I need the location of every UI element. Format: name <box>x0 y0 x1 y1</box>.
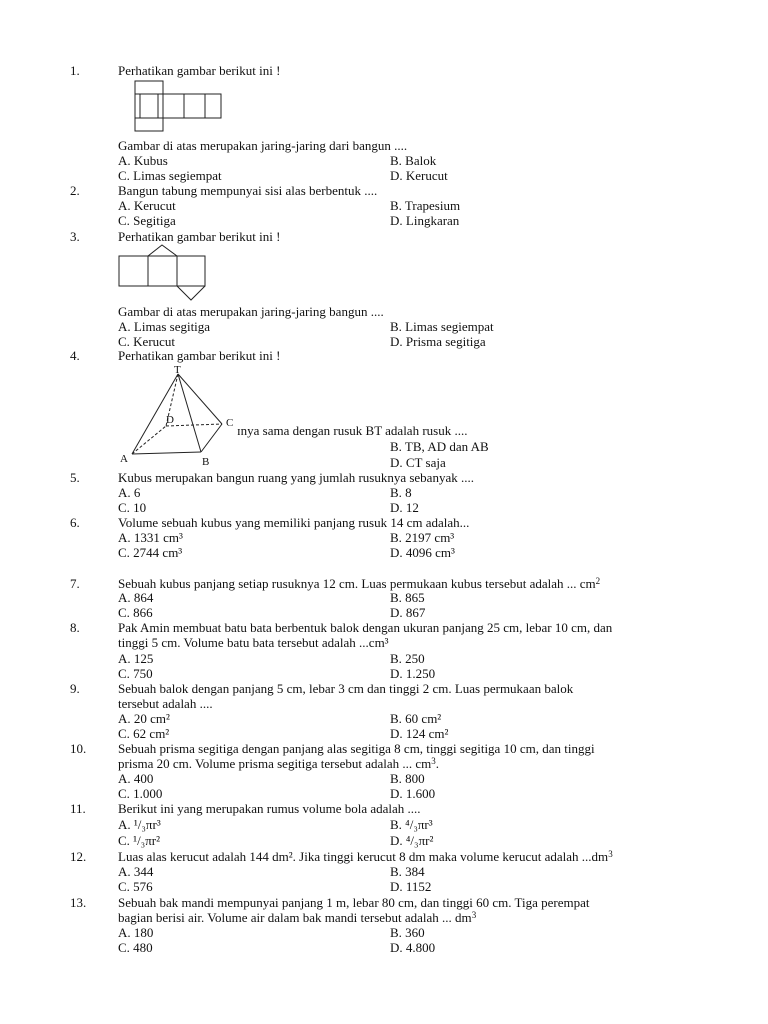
option-a[interactable]: A. 1331 cm³ <box>118 530 183 545</box>
option-d[interactable]: D. 1.250 <box>390 666 436 681</box>
question-stem: Sebuah kubus panjang setiap rusuknya 12 cm. Luas permukaan kubus tersebut adalah ... $cm^2$ <box>118 576 601 591</box>
question-stem: Volume sebuah kubus yang memiliki panjang rusuk 14 cm adalah... <box>118 515 470 530</box>
question-stem: Luas alas kerucut adalah 144 dm². Jika tinggi kerucut 8 dm maka volume kerucut adalah $...dm^3$ <box>118 849 613 864</box>
question-stem: Sebuah prisma segitiga dengan panjang alas segitiga 8 cm, tinggi segitiga 10 cm, dan tinggi <box>118 741 595 756</box>
question-stem: bagian berisi air. Volume air dalam bak mandi tersebut adalah ... $dm^3$ <box>118 910 477 925</box>
option-d[interactable]: D. 867 <box>390 605 426 620</box>
option-b[interactable]: B. 8 <box>390 485 412 500</box>
option-a[interactable]: A. Limas segitiga <box>118 319 211 334</box>
option-d[interactable]: D. Prisma segitiga <box>390 334 486 349</box>
option-d[interactable]: D. 1.600 <box>390 786 436 801</box>
option-a[interactable]: A. 20 cm² <box>118 711 170 726</box>
question-number: 9. <box>70 681 80 696</box>
vertex-label: A <box>120 453 128 465</box>
question-number: 5. <box>70 470 80 485</box>
vertex-label: B <box>202 456 210 468</box>
question-number: 8. <box>70 620 80 635</box>
option-c[interactable]: C. 62 cm² <box>118 726 170 741</box>
option-b[interactable]: B. ⁴/₃πr³ <box>390 817 433 832</box>
option-a[interactable]: A. 125 <box>118 651 154 666</box>
question-number: 1. <box>70 63 80 78</box>
option-b[interactable]: B. 2197 cm³ <box>390 530 455 545</box>
question-stem: Perhatikan gambar berikut ini ! <box>118 63 281 78</box>
option-a[interactable]: A. Kubus <box>118 153 168 168</box>
question-stem: Bangun tabung mempunyai sisi alas berbentuk .... <box>118 183 378 198</box>
option-b[interactable]: B. 60 cm² <box>390 711 442 726</box>
option-a[interactable]: A. ¹/₃πr³ <box>118 817 161 832</box>
question-stem: Berikut ini yang merupakan rumus volume bola adalah .... <box>118 801 421 816</box>
option-b[interactable]: B. TB, AD dan AB <box>390 439 489 454</box>
question-stem: Sebuah bak mandi mempunyai panjang 1 m, lebar 80 cm, dan tinggi 60 cm. Tiga perempat <box>118 895 590 910</box>
option-a[interactable]: A. 864 <box>118 590 154 605</box>
question-stem: Pak Amin membuat batu bata berbentuk balok dengan ukuran panjang 25 cm, lebar 10 cm, dan <box>118 620 613 635</box>
question-stem: Perhatikan gambar berikut ini ! <box>118 348 281 363</box>
option-c[interactable]: C. Segitiga <box>118 213 176 228</box>
question-number: 10. <box>70 741 87 756</box>
question-number: 13. <box>70 895 87 910</box>
option-c[interactable]: C. ¹/₃πr² <box>118 833 161 848</box>
option-a[interactable]: A. 344 <box>118 864 154 879</box>
cube-net-figure <box>134 80 224 132</box>
option-b[interactable]: B. Trapesium <box>390 198 461 213</box>
option-d[interactable]: D. 124 cm² <box>390 726 449 741</box>
question-number: 12. <box>70 849 87 864</box>
option-c[interactable]: C. 2744 cm³ <box>118 545 183 560</box>
prism-net-figure <box>118 244 210 302</box>
question-stem: Kubus merupakan bangun ruang yang jumlah rusuknya sebanyak .... <box>118 470 474 485</box>
option-d[interactable]: D. ⁴/₃πr² <box>390 833 434 848</box>
option-b[interactable]: B. 800 <box>390 771 425 786</box>
question-number: 4. <box>70 348 80 363</box>
option-b[interactable]: B. 360 <box>390 925 425 940</box>
option-d[interactable]: D. 12 <box>390 500 419 515</box>
question-stem: Perhatikan gambar berikut ini ! <box>118 229 281 244</box>
option-c[interactable]: C. 10 <box>118 500 147 515</box>
option-c[interactable]: C. 750 <box>118 666 153 681</box>
option-b[interactable]: B. Balok <box>390 153 437 168</box>
question-stem: tinggi 5 cm. Volume batu bata tersebut adalah ...cm³ <box>118 635 389 650</box>
option-c[interactable]: C. Kerucut <box>118 334 176 349</box>
option-b[interactable]: B. 865 <box>390 590 425 605</box>
vertex-label: T <box>174 364 181 376</box>
option-a[interactable]: A. 400 <box>118 771 154 786</box>
option-d[interactable]: D. Kerucut <box>390 168 448 183</box>
option-b[interactable]: B. Limas segiempat <box>390 319 494 334</box>
vertex-label: C <box>226 417 234 429</box>
option-c[interactable]: C. 866 <box>118 605 153 620</box>
question-stem: tersebut adalah .... <box>118 696 213 711</box>
question-number: 3. <box>70 229 80 244</box>
option-c[interactable]: C. 1.000 <box>118 786 163 801</box>
option-a[interactable]: A. 180 <box>118 925 154 940</box>
option-c[interactable]: C. Limas segiempat <box>118 168 222 183</box>
question-number: 6. <box>70 515 80 530</box>
option-d[interactable]: D. CT saja <box>390 455 446 470</box>
option-d[interactable]: D. 4096 cm³ <box>390 545 455 560</box>
option-d[interactable]: D. 4.800 <box>390 940 436 955</box>
option-a[interactable]: A. Kerucut <box>118 198 176 213</box>
question-stem: Gambar di atas merupakan jaring-jaring bangun .... <box>118 304 384 319</box>
option-c[interactable]: C. 576 <box>118 879 153 894</box>
question-number: 7. <box>70 576 80 591</box>
option-b[interactable]: B. 384 <box>390 864 425 879</box>
question-number: 11. <box>70 801 86 816</box>
option-b[interactable]: B. 250 <box>390 651 425 666</box>
question-stem: Gambar di atas merupakan jaring-jaring dari bangun .... <box>118 138 408 153</box>
option-a[interactable]: A. 6 <box>118 485 141 500</box>
question-number: 2. <box>70 183 80 198</box>
option-d[interactable]: D. Lingkaran <box>390 213 460 228</box>
option-d[interactable]: D. 1152 <box>390 879 432 894</box>
option-c[interactable]: C. 480 <box>118 940 153 955</box>
vertex-label: D <box>166 414 174 426</box>
pyramid-figure <box>116 364 240 470</box>
question-stem: ɪnya sama dengan rusuk BT adalah rusuk .... <box>237 423 468 438</box>
question-stem: Sebuah balok dengan panjang 5 cm, lebar 3 cm dan tinggi 2 cm. Luas permukaan balok <box>118 681 574 696</box>
question-stem: prisma 20 cm. Volume prisma segitiga tersebut adalah ... $cm^3$. <box>118 756 440 771</box>
